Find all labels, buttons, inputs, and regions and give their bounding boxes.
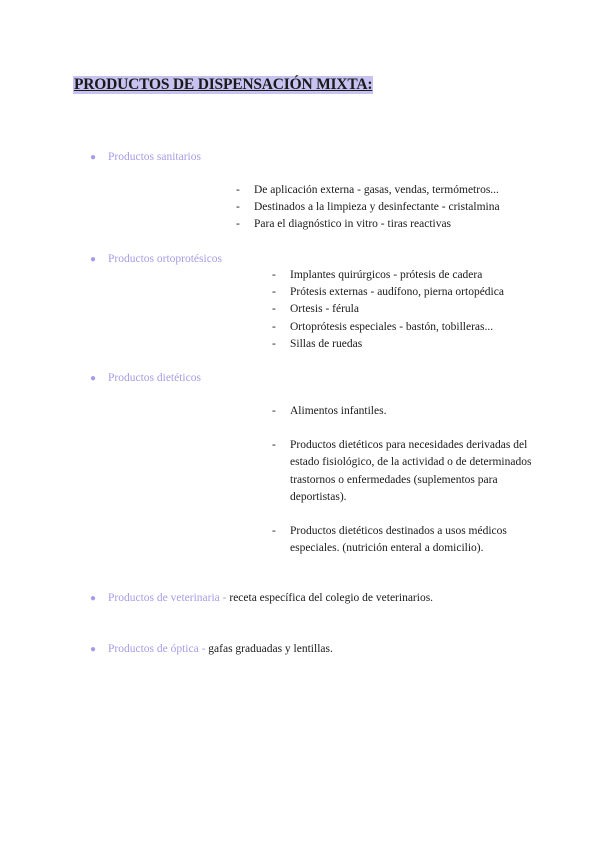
sanitarios-list bbox=[236, 182, 500, 234]
list-item: - Productos dietéticos destinados a usos médicos especiales. (nutrición enteral a domicilio). bbox=[272, 523, 532, 557]
category-label: Productos ortoprotésicos bbox=[108, 253, 223, 265]
list-item: - De aplicación externa - gasas, vendas, termómetros... bbox=[236, 182, 500, 199]
page-title: PRODUCTOS DE DISPENSACIÓN MIXTA: bbox=[74, 76, 373, 93]
list-item: - Destinados a la limpieza y desinfectante - cristalmina bbox=[236, 199, 500, 216]
bullet-productos-optica bbox=[90, 643, 333, 655]
bullet-dot-icon: ● bbox=[90, 152, 97, 163]
bullet-dot-icon: ● bbox=[90, 254, 97, 265]
category-label: Productos dietéticos bbox=[108, 372, 201, 384]
category-label: Productos de óptica bbox=[108, 643, 199, 655]
category-description: gafas graduadas y lentillas. bbox=[208, 643, 333, 655]
list-item: - Prótesis externas - audífono, pierna ortopédica bbox=[272, 284, 504, 301]
list-item: - Productos dietéticos para necesidades derivadas del estado fisiológico, de la actividad o de determinados trastornos o enfermedades (suplementos para deportistas). bbox=[272, 437, 532, 506]
separator: - bbox=[198, 643, 209, 655]
bullet-dot-icon: ● bbox=[90, 593, 97, 604]
ortoproteticos-list bbox=[272, 267, 504, 353]
bullet-productos-dieteticos bbox=[90, 372, 201, 384]
list-item: - Sillas de ruedas bbox=[272, 336, 504, 353]
bullet-dot-icon: ● bbox=[90, 644, 97, 655]
dieteticos-list bbox=[272, 403, 532, 574]
bullet-productos-ortoproteticos bbox=[90, 253, 222, 265]
category-label: Productos sanitarios bbox=[108, 151, 201, 163]
separator: - bbox=[219, 592, 230, 604]
bullet-dot-icon: ● bbox=[90, 373, 97, 384]
bullet-productos-veterinaria bbox=[90, 592, 433, 604]
list-item: - Ortoprótesis especiales - bastón, tobilleras... bbox=[272, 319, 504, 336]
list-item: - Alimentos infantiles. bbox=[272, 403, 532, 420]
list-item: - Para el diagnóstico in vitro - tiras reactivas bbox=[236, 216, 500, 233]
list-item: - Implantes quirúrgicos - prótesis de cadera bbox=[272, 267, 504, 284]
bullet-productos-sanitarios bbox=[90, 151, 201, 163]
category-description: receta específica del colegio de veterinarios. bbox=[229, 592, 434, 604]
list-item: - Ortesis - férula bbox=[272, 301, 504, 318]
category-label: Productos de veterinaria bbox=[108, 592, 220, 604]
